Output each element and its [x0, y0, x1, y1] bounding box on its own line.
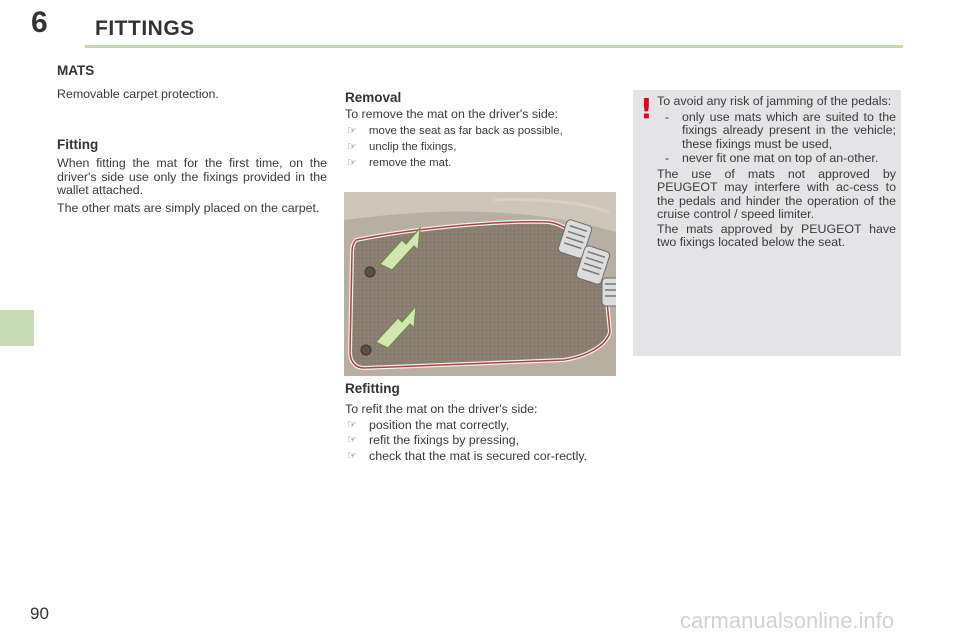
fitting-para-1: When fitting the mat for the first time, on the driver's side use only the fixings provided in the wallet attached.: [57, 156, 327, 197]
refitting-steps: [345, 419, 615, 464]
list-item: ☞ remove the mat.: [347, 156, 452, 169]
list-item: - never fit one mat on top of an-other.: [665, 151, 879, 165]
pointing-hand-icon: ☞: [347, 449, 357, 462]
pointing-hand-icon: ☞: [347, 124, 357, 137]
header-rule: [85, 45, 903, 48]
pedal-3: [602, 278, 616, 306]
section-title: MATS: [57, 63, 95, 78]
pointing-hand-icon: ☞: [347, 156, 357, 169]
pointing-hand-icon: ☞: [347, 140, 357, 153]
refitting-lead: To refit the mat on the driver's side:: [345, 402, 538, 416]
pointing-hand-icon: ☞: [347, 418, 357, 431]
floor-mat-photo: [344, 192, 616, 376]
list-item: ☞ move the seat as far back as possible,: [347, 124, 563, 137]
mat-fixing-1: [365, 267, 375, 277]
removal-steps: [345, 124, 615, 170]
warning-list: [657, 111, 896, 166]
warning-text: [657, 95, 896, 251]
chapter-number: 6: [31, 6, 48, 39]
list-item: - only use mats which are suited to the fixings already present in the vehicle; these fixings must be used,: [665, 109, 896, 151]
warning-icon: !: [640, 92, 653, 125]
fitting-section: [57, 137, 327, 215]
fitting-title: Fitting: [57, 137, 99, 152]
chapter-title: FITTINGS: [95, 17, 195, 40]
intro-text: Removable carpet protection.: [57, 87, 219, 101]
list-item: ☞ check that the mat is secured cor-rectly.: [347, 448, 588, 463]
removal-section: [345, 90, 615, 170]
chapter-side-tab: [0, 310, 34, 346]
warning-para-2: The mats approved by PEUGEOT have two fixings located below the seat.: [657, 221, 896, 249]
page-number: 90: [30, 604, 49, 623]
refitting-section: [345, 381, 615, 463]
mat-fixing-2: [361, 345, 371, 355]
warning-intro: To avoid any risk of jamming of the pedals:: [657, 94, 892, 108]
removal-title: Removal: [345, 90, 402, 105]
fitting-para-2: The other mats are simply placed on the carpet.: [57, 200, 320, 215]
list-item: ☞ unclip the fixings,: [347, 140, 457, 153]
refitting-title: Refitting: [345, 381, 400, 396]
warning-para-1: The use of mats not approved by PEUGEOT may interfere with ac-cess to the pedals and hinder the operation of the cruise control / speed limiter.: [657, 166, 896, 221]
list-item: ☞ position the mat correctly,: [347, 417, 510, 432]
list-item: ☞ refit the fixings by pressing,: [347, 433, 520, 447]
warning-box: [633, 90, 901, 356]
watermark: carmanualsonline.info: [680, 608, 895, 633]
pointing-hand-icon: ☞: [347, 434, 357, 446]
removal-lead: To remove the mat on the driver's side:: [345, 107, 559, 121]
